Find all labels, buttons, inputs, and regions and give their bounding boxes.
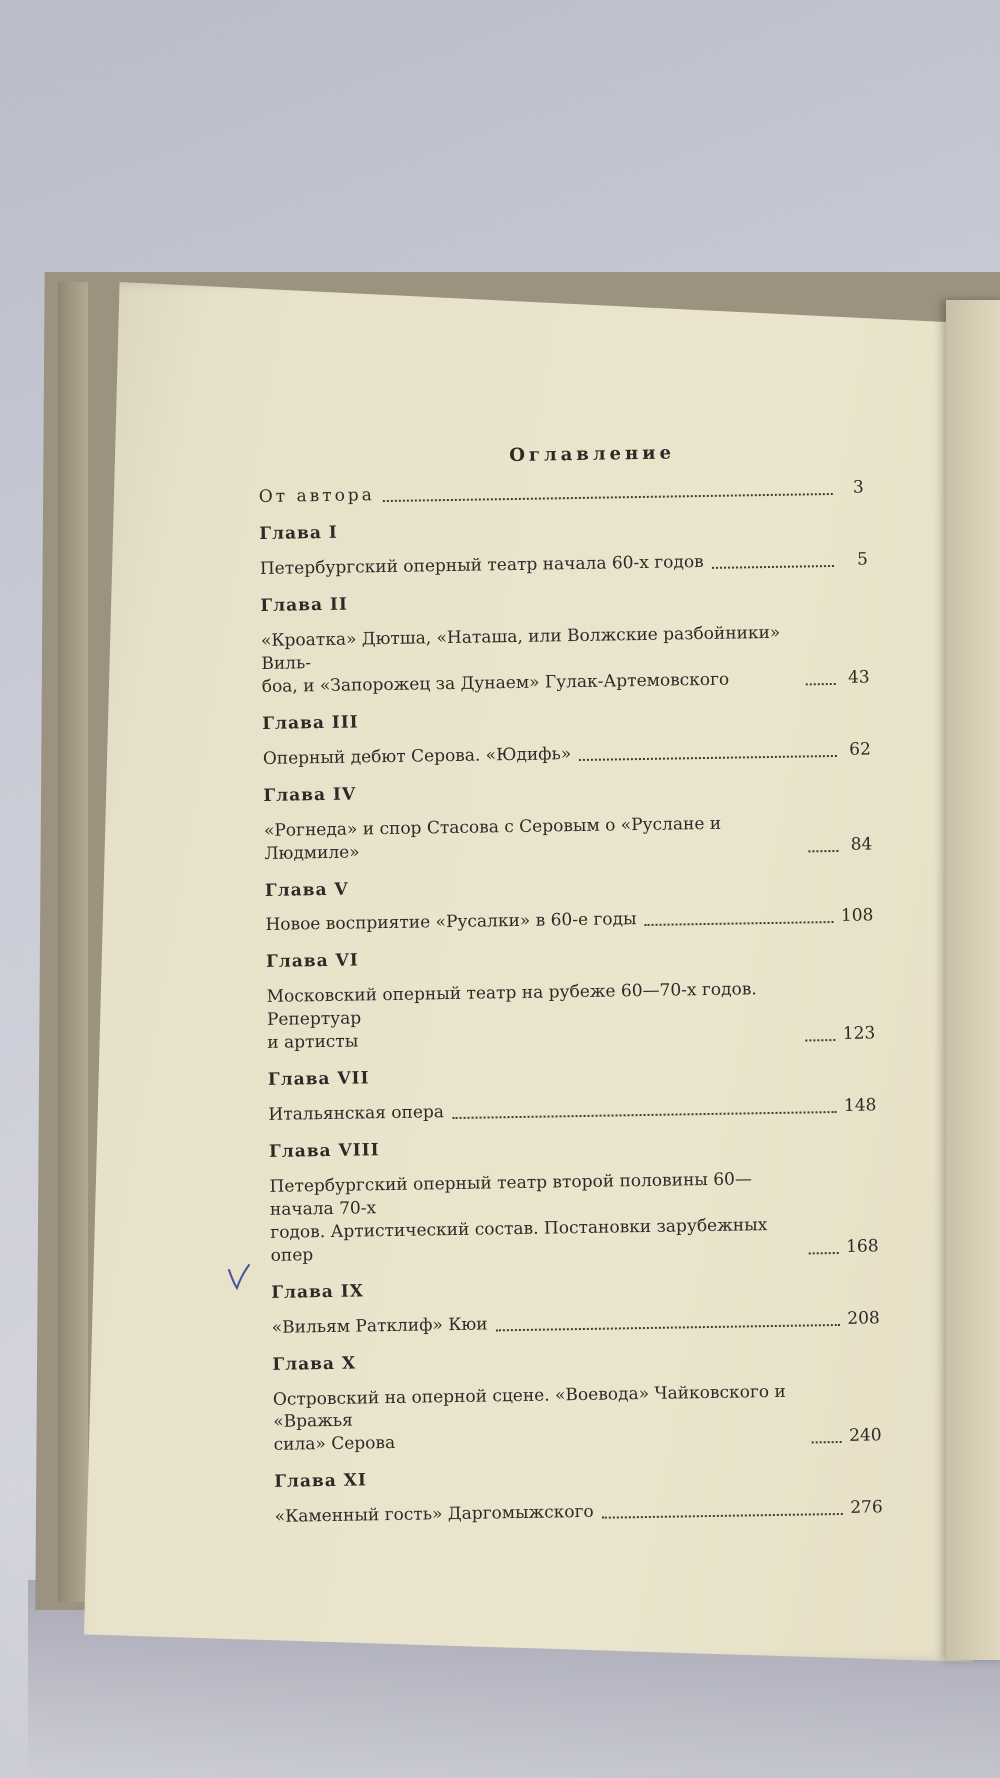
chapter-heading: Глава II — [260, 594, 349, 617]
toc-page-number: 148 — [843, 1095, 877, 1116]
toc-page-number: 208 — [847, 1308, 880, 1329]
chapter-heading: Глава VII — [267, 1068, 370, 1091]
leader-dots — [712, 565, 834, 569]
toc-chapter-2 — [260, 586, 870, 699]
leader-dots — [383, 493, 833, 502]
toc-entry — [269, 1166, 878, 1267]
toc-entry-text: Петербургский оперный театр начала 60-х годов — [259, 552, 704, 580]
toc-chapter-3 — [262, 703, 871, 770]
toc-entry — [272, 1307, 880, 1339]
chapter-heading: Глава I — [259, 522, 338, 545]
chapter-heading: Глава XI — [274, 1470, 368, 1493]
toc-entry-text: Оперный дебют Серова. «Юдифь» — [262, 743, 572, 769]
chapter-heading: Глава VIII — [268, 1140, 380, 1162]
toc-chapter-10 — [272, 1344, 882, 1457]
toc-chapter-11 — [274, 1462, 883, 1529]
toc-page-number: 240 — [848, 1425, 882, 1447]
toc-chapter-7 — [268, 1060, 877, 1127]
chapter-heading: Глава III — [262, 712, 359, 734]
toc-entry-text: От автора — [258, 485, 376, 508]
leader-dots — [808, 849, 838, 851]
toc-page-number: 43 — [847, 667, 870, 688]
leader-dots — [602, 1513, 843, 1519]
toc-page-number: 168 — [846, 1236, 879, 1257]
toc-chapter-8 — [269, 1131, 879, 1267]
toc-chapter-9 — [271, 1272, 880, 1339]
toc-entry — [268, 1094, 876, 1126]
toc-entry-text: Петербургский оперный театр второй половины 60—начала 70-х годов. Артистический состав. Постановки зарубежных опер — [269, 1169, 768, 1266]
chapter-heading: Глава IV — [263, 784, 357, 806]
leader-dots — [808, 1252, 838, 1254]
toc-chapter-5 — [265, 870, 874, 937]
toc-entry-text: Итальянская опера — [268, 1102, 445, 1126]
leader-dots — [579, 755, 837, 761]
pencil-checkmark — [226, 1262, 252, 1292]
toc-page-number: 84 — [850, 834, 873, 855]
toc-page-number: 276 — [850, 1497, 883, 1519]
toc-chapter-6 — [266, 942, 876, 1055]
toc-entry-text: «Рогнеда» и спор Стасова с Серовым о «Руслане и Людмиле» — [263, 813, 722, 864]
chapter-heading: Глава X — [272, 1353, 357, 1375]
toc-page-number: 108 — [840, 905, 874, 927]
leader-dots — [806, 683, 836, 685]
chapter-heading: Глава IX — [271, 1281, 365, 1303]
toc-chapter-1 — [259, 514, 868, 581]
toc-title: Оглавление — [509, 442, 676, 467]
toc-entry-text: «Кроатка» Дютша, «Наташа, или Волжские разбойники» Виль- боа, и «Запорожец за Дунаем» Гулак-Артемовского — [260, 622, 781, 697]
book-spine-edge — [58, 282, 88, 1602]
toc-entry-text: Московский оперный театр на рубеже 60—70-х годов. Репертуар и артисты — [266, 979, 757, 1054]
facing-page-edge — [946, 300, 1000, 1660]
table-of-contents — [258, 438, 883, 1529]
leader-dots — [805, 1039, 835, 1041]
toc-entry — [265, 905, 873, 937]
leader-dots — [496, 1324, 840, 1331]
chapter-heading: Глава VI — [265, 950, 359, 973]
chapter-heading: Глава V — [264, 879, 349, 901]
toc-entry — [260, 549, 868, 581]
toc-page-number: 3 — [852, 477, 867, 498]
leader-dots — [811, 1441, 841, 1443]
toc-entry-intro — [259, 477, 867, 509]
toc-entry-text: Новое восприятие «Русалки» в 60-е годы — [265, 909, 637, 936]
toc-page-number: 123 — [842, 1023, 876, 1045]
toc-entry-text: «Вильям Ратклиф» Кюи — [271, 1314, 488, 1338]
leader-dots — [645, 921, 833, 926]
toc-chapter-4 — [263, 775, 872, 865]
toc-entry — [264, 810, 873, 865]
toc-entry — [273, 1379, 882, 1457]
leader-dots — [452, 1111, 836, 1119]
toc-page-number: 62 — [849, 739, 871, 760]
toc-entry-text: Островский на оперной сцене. «Воевода» Чайковского и «Вражья сила» Серова — [272, 1381, 786, 1456]
toc-entry — [261, 620, 870, 698]
toc-entry — [266, 977, 875, 1055]
toc-page-number: 5 — [856, 549, 868, 570]
toc-entry-text: «Каменный гость» Даргомыжского — [274, 1502, 594, 1528]
toc-entry — [263, 738, 871, 770]
